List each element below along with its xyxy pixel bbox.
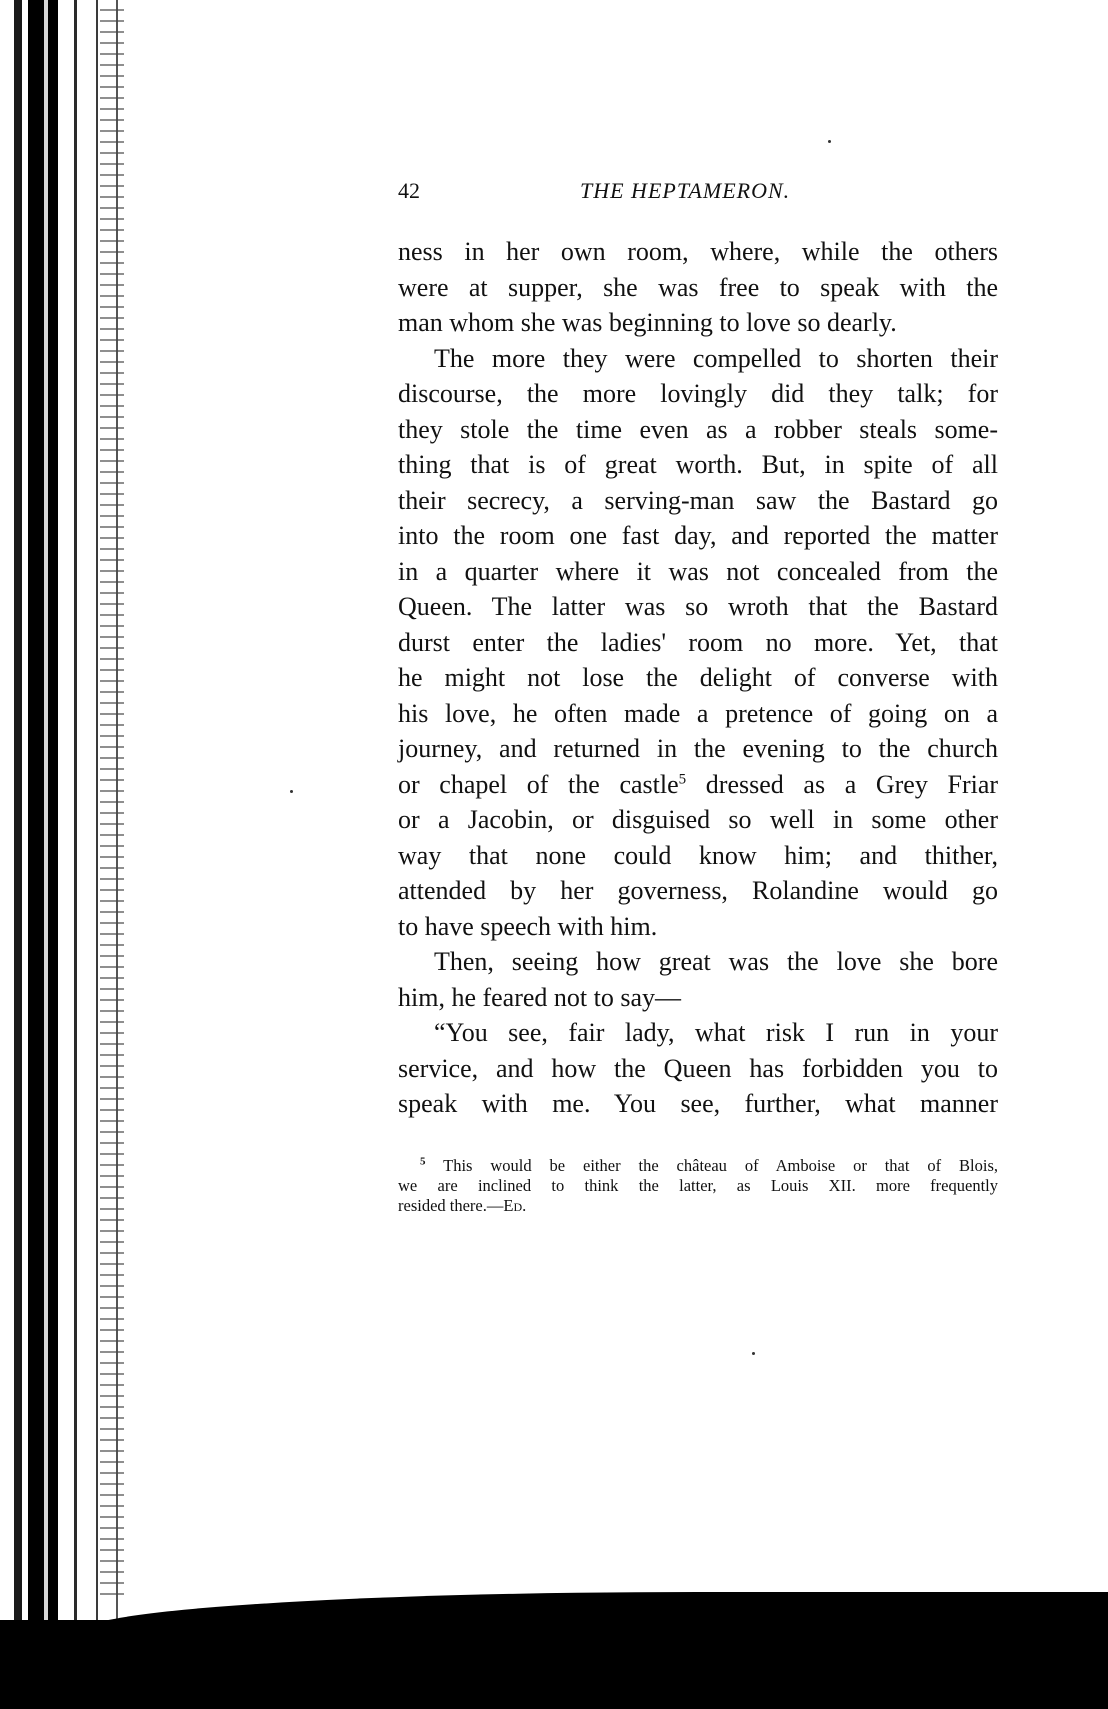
text-line: The more they were compelled to shorten their — [434, 343, 998, 373]
footnote-line: we are inclined to think the latter, as Louis XII. more frequently — [398, 1176, 998, 1195]
footnote — [398, 1156, 998, 1216]
footnote-reference: 5 — [678, 770, 687, 787]
gutter-binding-marks — [100, 0, 124, 1600]
text-line-with-footnote-ref — [398, 767, 998, 803]
text-line: or a Jacobin, or disguised so well in some other — [398, 805, 998, 834]
text-line: he might not lose the delight of converse with — [398, 663, 998, 692]
text-line: discourse, the more lovingly did they talk; for — [398, 379, 998, 408]
scan-speck — [828, 140, 831, 143]
footnote-marker: 5 — [420, 1155, 426, 1168]
footnote-signature: Ed. — [503, 1196, 527, 1215]
scan-speck — [752, 1352, 755, 1355]
text-line: Queen. The latter was so wroth that the Bastard — [398, 592, 998, 621]
text-line: were at supper, she was free to speak with the — [398, 272, 998, 302]
text-line: they stole the time even as a robber steals some- — [398, 414, 998, 444]
text-line: service, and how the Queen has forbidden you to — [398, 1053, 998, 1083]
text-line: to have speech with him. — [398, 911, 658, 941]
text-line: into the room one fast day, and reported the matter — [398, 521, 998, 550]
text-line: him, he feared not to say— — [398, 982, 682, 1012]
text-line: way that none could know him; and thither, — [398, 840, 998, 870]
text-line: journey, and returned in the evening to the church — [398, 734, 998, 763]
scan-speck — [290, 790, 293, 793]
text-fragment: or chapel of the castle — [398, 769, 679, 799]
running-head — [398, 178, 998, 208]
book-title: THE HEPTAMERON. — [580, 178, 791, 203]
scan-bottom-edge — [0, 1620, 1108, 1709]
text-line: “You see, fair lady, what risk I run in your — [434, 1018, 998, 1047]
footnote-text: This would be either the château of Amboise or that of Blois, — [443, 1156, 999, 1175]
text-line: Then, seeing how great was the love she bore — [434, 947, 998, 976]
body-text — [398, 234, 998, 1122]
text-line: his love, he often made a pretence of going on a — [398, 698, 998, 728]
text-line: in a quarter where it was not concealed from the — [398, 556, 998, 586]
text-line: durst enter the ladies' room no more. Yet, that — [398, 627, 998, 657]
footnote-text: resided there.— — [398, 1196, 504, 1215]
footnote-line — [398, 1196, 998, 1216]
text-line: attended by her governess, Rolandine would go — [398, 876, 998, 905]
text-line: ness in her own room, where, while the others — [398, 237, 998, 266]
text-line: speak with me. You see, further, what manner — [398, 1089, 998, 1118]
text-fragment: dressed as a Grey Friar — [705, 769, 999, 799]
page-number: 42 — [398, 178, 420, 203]
footnote-line — [398, 1156, 998, 1176]
text-line: thing that is of great worth. But, in spite of all — [398, 450, 998, 479]
text-line: their secrecy, a serving-man saw the Bastard go — [398, 485, 998, 515]
text-line: man whom she was beginning to love so dearly. — [398, 308, 897, 337]
